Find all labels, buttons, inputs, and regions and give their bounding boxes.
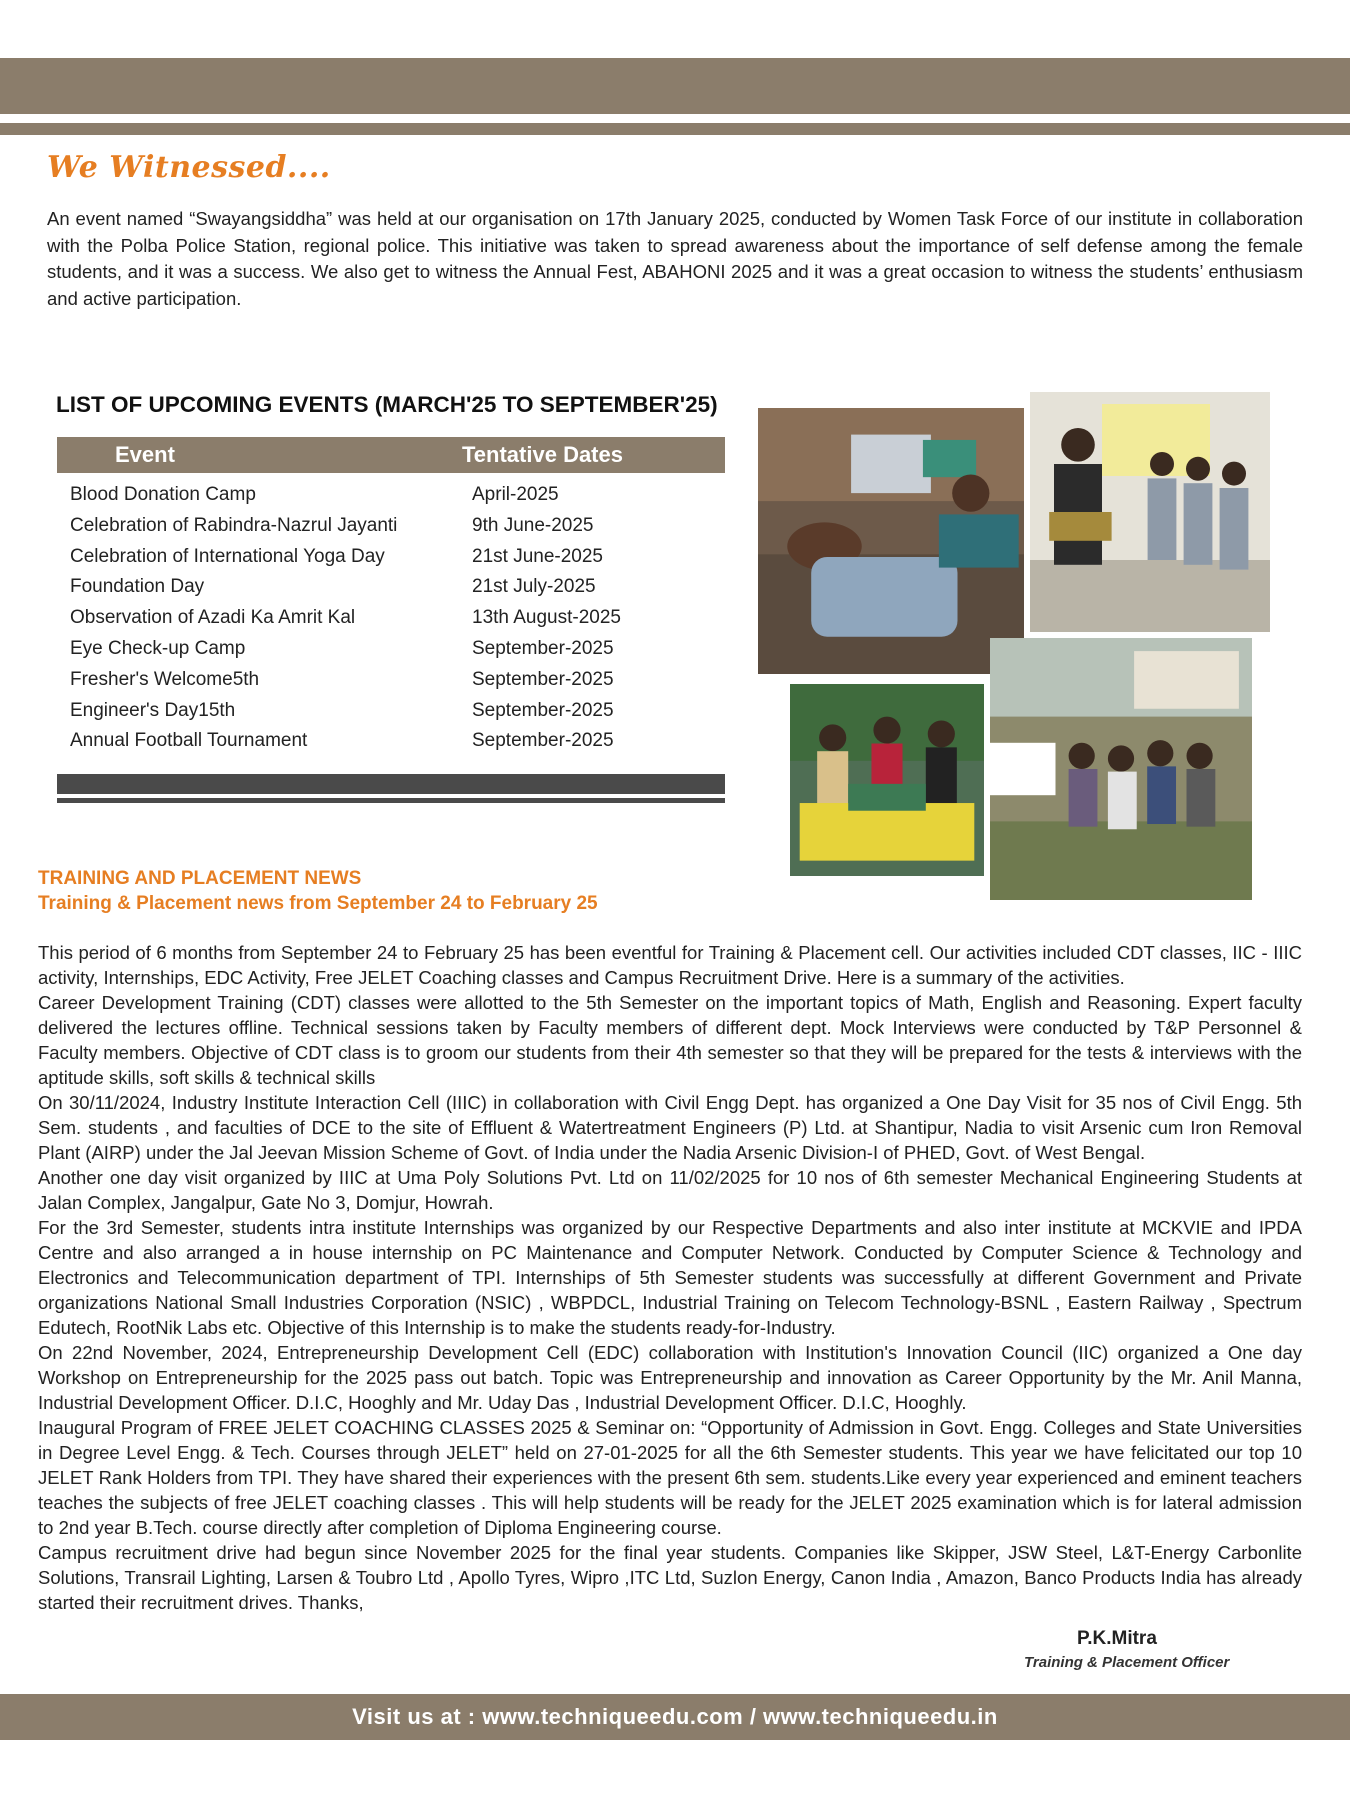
events-table-footer-bar [57, 774, 725, 794]
event-name: Annual Football Tournament [70, 730, 308, 752]
table-row [70, 574, 710, 605]
paragraph: This period of 6 months from September 24 to February 25 has been eventful for Training & Placement cell. Our activities included CDT classes, IIC - IIIC activity, Internships, EDC Activity, Free JELET Coaching classes and Campus Recruitment Drive. Here is a summary of the activities. [38, 942, 1302, 988]
table-row [70, 636, 710, 667]
photo-cultural-performance [1030, 392, 1270, 632]
event-date: April-2025 [472, 484, 559, 505]
upcoming-events-heading: LIST OF UPCOMING EVENTS (MARCH'25 TO SEPTEMBER'25) [56, 392, 718, 417]
training-placement-heading: TRAINING AND PLACEMENT NEWS [38, 868, 362, 889]
training-placement-body [38, 940, 1302, 1615]
event-date: 21st July-2025 [472, 576, 596, 598]
table-row [70, 513, 710, 544]
table-row [70, 698, 710, 729]
photo-project-exhibition [790, 684, 984, 876]
paragraph: On 30/11/2024, Industry Institute Interaction Cell (IIIC) in collaboration with Civil Engg Dept. has organized a One Day Visit for 35 nos of Civil Engg. 5th Sem. students , and faculties of DCE to the site of Effluent & Watertreatment Engineers (P) Ltd. at Shantipur, Nadia to visit Arsenic cum Iron Removal Plant (AIRP) under the Jal Jeevan Mission Scheme of Govt. of India under the Nadia Arsenic Division-I of PHED, Govt. of West Bengal. [38, 1092, 1302, 1163]
table-row [70, 667, 710, 698]
event-date: September-2025 [472, 668, 614, 690]
witnessed-title: We Witnessed.... [47, 150, 331, 185]
header-divider [0, 123, 1350, 135]
table-row [70, 544, 710, 575]
event-date: September-2025 [472, 730, 614, 752]
event-name: Fresher's Welcome5th [70, 668, 260, 690]
event-name: Celebration of Rabindra-Nazrul Jayanti [70, 514, 398, 536]
signatory-name: P.K.Mitra [1077, 1628, 1157, 1649]
paragraph: Career Development Training (CDT) classes were allotted to the 5th Semester on the important topics of Math, English and Reasoning. Expert faculty delivered the lectures offline. Technical sessions taken by Faculty members of different dept. Mock Interviews were conducted by T&P Personnel & Faculty members. Objective of CDT class is to groom our students from their 4th semester so that they will be prepared for the tests & interviews with the aptitude skills, soft skills & technical skills [38, 992, 1302, 1088]
paragraph: On 22nd November, 2024, Entrepreneurship Development Cell (EDC) collaboration with Institution's Innovation Council (IIC) organized a One day Workshop on Entrepreneurship for the 2025 pass out batch. Topic was Entrepreneurship and innovation as Career Opportunity by the Mr. Anil Manna, Industrial Development Officer. D.I.C, Hooghly and Mr. Uday Das , Industrial Development Officer. D.I.C, Hooghly. [38, 1342, 1302, 1413]
event-name: Foundation Day [70, 576, 205, 598]
photo-blood-donation [758, 408, 1024, 674]
event-date: September-2025 [472, 699, 614, 721]
column-header-event: Event [115, 442, 175, 467]
event-name: Celebration of International Yoga Day [70, 545, 385, 567]
column-header-dates: Tentative Dates [462, 442, 623, 467]
event-name: Observation of Azadi Ka Amrit Kal [70, 607, 356, 629]
event-name: Engineer's Day15th [70, 699, 236, 721]
table-row [70, 605, 710, 636]
event-name: Eye Check-up Camp [70, 637, 246, 659]
paragraph: Inaugural Program of FREE JELET COACHING CLASSES 2025 & Seminar on: “Opportunity of Admission in Govt. Engg. Colleges and State Universities in Degree Level Engg. & Tech. Courses through JELET” held on 27-01-2025 for all the 6th Semester students. This year we have felicitated our top 10 JELET Rank Holders from TPI. They have shared their experiences with the present 6th sem. students.Like every year experienced and eminent teachers teaches the subjects of free JELET coaching classes . This will help students will be ready for the JELET 2025 examination which is for lateral admission to 2nd year B.Tech. course directly after completion of Diploma Engineering course. [38, 1417, 1302, 1538]
signatory-role: Training & Placement Officer [1024, 1654, 1230, 1671]
table-row [70, 482, 710, 513]
paragraph: For the 3rd Semester, students intra institute Internships was organized by our Respective Departments and also inter institute at MCKVIE and IPDA Centre and also arranged a in house internship on PC Maintenance and Computer Network. Conducted by Computer Science & Technology and Electronics and Telecommunication department of TPI. Internships of 5th Semester students was successfully at different Government and Private organizations National Small Industries Corporation (NSIC) , WBPDCL, Industrial Training on Telecom Technology-BSNL , Eastern Railway , Spectrum Edutech, RootNik Labs etc. Objective of this Internship is to make the students ready-for-Industry. [38, 1217, 1302, 1338]
event-date: September-2025 [472, 637, 614, 659]
witnessed-paragraph: An event named “Swayangsiddha” was held at our organisation on 17th January 2025, conducted by Women Task Force of our institute in collaboration with the Polba Police Station, regional police. This initiative was taken to spread awareness about the importance of self defense among the female students, and it was a success. We also get to witness the Annual Fest, ABAHONI 2025 and it was a great occasion to witness the students’ enthusiasm and active participation. [47, 208, 1303, 309]
events-table-header [57, 437, 725, 473]
photo-awareness-program [990, 638, 1252, 900]
paragraph: Campus recruitment drive had begun since November 2025 for the final year students. Companies like Skipper, JSW Steel, L&T-Energy Carbonlite Solutions, Transrail Lighting, Larsen & Toubro Ltd , Apollo Tyres, Wipro ,ITC Ltd, Suzlon Energy, Canon India , Amazon, Banco Products India has already started their recruitment drives. Thanks, [38, 1542, 1302, 1613]
event-date: 21st June-2025 [472, 545, 603, 567]
event-date: 13th August-2025 [472, 607, 621, 629]
training-placement-subheading: Training & Placement news from September 24 to February 25 [38, 893, 598, 914]
events-table-body [70, 482, 710, 759]
header-band [0, 58, 1350, 114]
events-table-footer-line [57, 798, 725, 803]
footer-website-banner: Visit us at : www.techniqueedu.com / www.techniqueedu.in [0, 1694, 1350, 1740]
table-row [70, 728, 710, 759]
event-date: 9th June-2025 [472, 514, 594, 536]
paragraph: Another one day visit organized by IIIC at Uma Poly Solutions Pvt. Ltd on 11/02/2025 for 10 nos of 6th semester Mechanical Engineering Students at Jalan Complex, Jangalpur, Gate No 3, Domjur, Howrah. [38, 1167, 1302, 1213]
event-name: Blood Donation Camp [70, 484, 256, 505]
